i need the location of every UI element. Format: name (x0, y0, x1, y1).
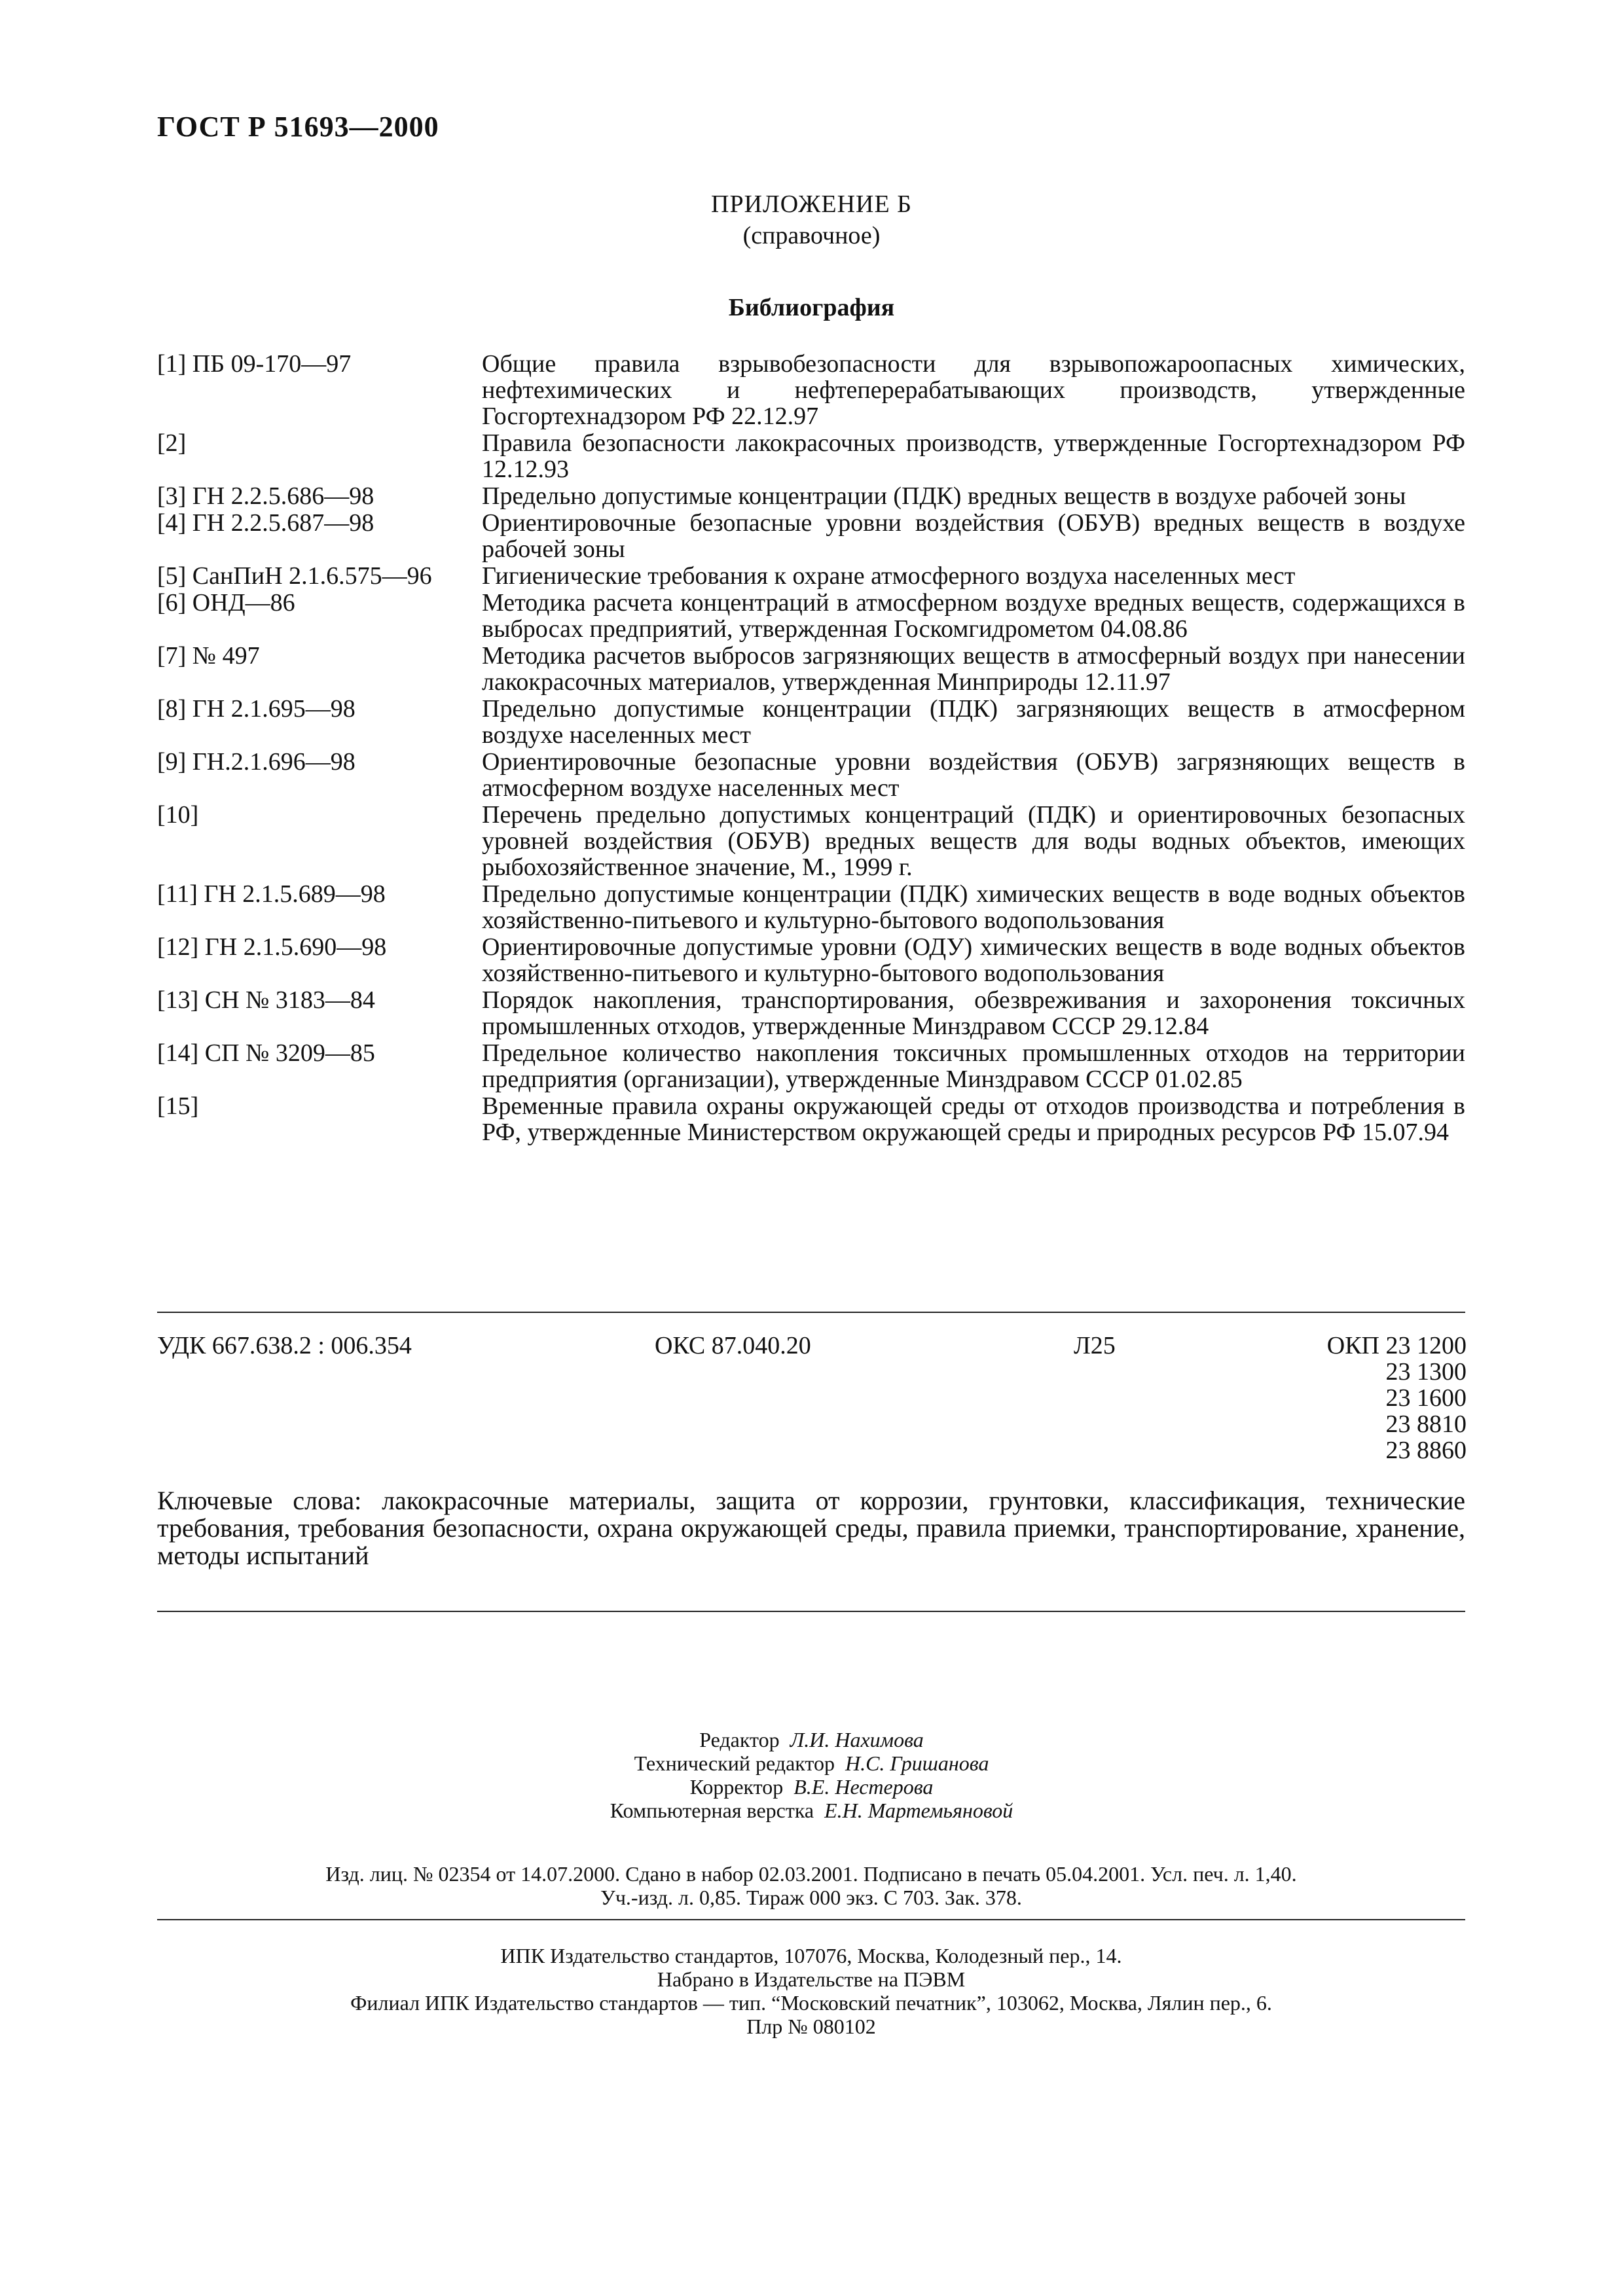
credit-role: Редактор (699, 1728, 780, 1751)
keywords-divider (157, 1611, 1465, 1612)
bibliography-item (157, 351, 1465, 429)
okp-code: 23 1600 (1385, 1384, 1467, 1412)
bibliography-item (157, 483, 1465, 509)
bibliography-item (157, 590, 1465, 642)
okp-code: ОКП 23 1200 (1326, 1332, 1467, 1359)
publisher-line: Набрано в Издательстве на ПЭВМ (657, 1967, 966, 1991)
bibliography-text: Временные правила охраны окружающей среды от отходов производства и потребления в РФ, утвержденные Министерством окружающей среды и природных ресурсов РФ 15.07.94 (482, 1092, 1465, 1146)
bibliography-ref: [12] ГН 2.1.5.690—98 (157, 933, 387, 961)
bibliography-text: Общие правила взрывобезопасности для взрывопожароопасных химических, нефтехимических и нефтеперерабатывающих производств, утвержденные Госгортехнадзором РФ 22.12.97 (482, 350, 1465, 430)
publisher-line: Филиал ИПК Издательство стандартов — тип. “Московский печатник”, 103062, Москва, Лялин пер., 6. (350, 1991, 1272, 2015)
credit-person: Н.С. Гришанова (845, 1751, 989, 1775)
credit-person: Е.Н. Мартемьяновой (824, 1799, 1013, 1822)
bibliography-item (157, 1093, 1465, 1145)
okp-code: 23 8810 (1385, 1410, 1467, 1438)
bibliography-item (157, 563, 1465, 589)
bibliography-text: Методика расчетов выбросов загрязняющих веществ в атмосферный воздух при нанесении лакокрасочных материалов, утвержденная Минприроды 12.11.97 (482, 642, 1465, 696)
bibliography-item (157, 987, 1465, 1039)
credit-line (0, 1775, 1623, 1799)
bibliography-ref: [3] ГН 2.2.5.686—98 (157, 482, 374, 510)
bibliography-text: Предельно допустимые концентрации (ПДК) химических веществ в воде водных объектов хозяйственно-питьевого и культурно-бытового водопользования (482, 880, 1465, 934)
bibliography-heading: Библиография (728, 294, 895, 321)
bibliography-ref: [13] СН № 3183—84 (157, 986, 375, 1014)
bibliography-text: Ориентировочные безопасные уровни воздействия (ОБУВ) вредных веществ в воздухе рабочей зоны (482, 509, 1465, 563)
credit-line (0, 1799, 1623, 1822)
publisher-line: ИПК Издательство стандартов, 107076, Москва, Колодезный пер., 14. (500, 1944, 1122, 1967)
credit-role: Технический редактор (634, 1751, 835, 1775)
bibliography-text: Предельно допустимые концентрации (ПДК) загрязняющих веществ в атмосферном воздухе населенных мест (482, 695, 1465, 749)
imprint-line: Уч.-изд. л. 0,85. Тираж 000 экз. С 703. Зак. 378. (600, 1886, 1022, 1909)
credit-line (0, 1728, 1623, 1751)
bibliography-text: Ориентировочные допустимые уровни (ОДУ) химических веществ в воде водных объектов хозяйственно-питьевого и культурно-бытового водопользования (482, 933, 1465, 987)
bibliography-ref: [14] СП № 3209—85 (157, 1039, 375, 1067)
bibliography-item (157, 802, 1465, 880)
okp-code: 23 1300 (1385, 1358, 1467, 1386)
top-divider (157, 1312, 1465, 1313)
keywords: Ключевые слова: лакокрасочные материалы, защита от коррозии, грунтовки, классификация, технические требования, требования безопасности, охрана окружающей среды, правила приемки, транспортирование, хранение, методы испытаний (157, 1486, 1465, 1570)
bibliography-ref: [5] СанПиН 2.1.6.575—96 (157, 562, 432, 590)
bibliography-ref: [11] ГН 2.1.5.689—98 (157, 880, 386, 908)
imprint-divider (157, 1919, 1465, 1920)
bibliography-text: Порядок накопления, транспортирования, обезвреживания и захоронения токсичных промышленных отходов, утвержденные Минздравом СССР 29.12.84 (482, 986, 1465, 1040)
bibliography-text: Ориентировочные безопасные уровни воздействия (ОБУВ) загрязняющих веществ в атмосферном воздухе населенных мест (482, 748, 1465, 802)
bibliography-ref: [9] ГН.2.1.696—98 (157, 748, 356, 776)
oks-code: ОКС 87.040.20 (655, 1332, 811, 1359)
bibliography-item (157, 643, 1465, 695)
bibliography-ref: [4] ГН 2.2.5.687—98 (157, 509, 374, 537)
bibliography-text: Правила безопасности лакокрасочных производств, утвержденные Госгортехнадзором РФ 12.12.93 (482, 429, 1465, 483)
bibliography-item (157, 1040, 1465, 1092)
bibliography-text: Методика расчета концентраций в атмосферном воздухе вредных веществ, содержащихся в выбросах предприятий, утвержденная Госкомгидрометом 04.08.86 (482, 589, 1465, 643)
bibliography-text: Предельно допустимые концентрации (ПДК) вредных веществ в воздухе рабочей зоны (482, 482, 1406, 510)
standard-code: ГОСТ Р 51693—2000 (157, 111, 439, 143)
credit-role: Корректор (689, 1775, 784, 1799)
bibliography-item (157, 749, 1465, 801)
credit-person: Л.И. Нахимова (790, 1728, 924, 1751)
bibliography-text: Предельное количество накопления токсичных промышленных отходов на территории предприятия (организации), утвержденные Минздравом СССР 01.02.85 (482, 1039, 1465, 1093)
credit-line (0, 1751, 1623, 1775)
bibliography-item (157, 430, 1465, 482)
annex-title: ПРИЛОЖЕНИЕ Б (711, 190, 912, 218)
bibliography-text: Гигиенические требования к охране атмосферного воздуха населенных мест (482, 562, 1296, 590)
bibliography-ref: [2] (157, 429, 187, 457)
credit-role: Компьютерная верстка (610, 1799, 814, 1822)
publisher (157, 1944, 1465, 2038)
annex-subtitle: (справочное) (742, 222, 881, 249)
bibliography-text: Перечень предельно допустимых концентраций (ПДК) и ориентировочных безопасных уровней воздействия (ОБУВ) вредных веществ для воды водных объектов, имеющих рыбохозяйственное значение, М., 1999 г. (482, 801, 1465, 881)
credit-person: В.Е. Нестерова (793, 1775, 934, 1799)
okp-codes (1303, 1333, 1467, 1463)
udk-code: УДК 667.638.2 : 006.354 (157, 1332, 412, 1359)
bibliography-list (157, 351, 1465, 1146)
bibliography-ref: [1] ПБ 09-170—97 (157, 350, 352, 378)
imprint (157, 1862, 1465, 1909)
bibliography-ref: [15] (157, 1092, 199, 1120)
bibliography-ref: [8] ГН 2.1.695—98 (157, 695, 356, 723)
imprint-line: Изд. лиц. № 02354 от 14.07.2000. Сдано в набор 02.03.2001. Подписано в печать 05.04.2001. Усл. печ. л. 1,40. (325, 1862, 1297, 1886)
okp-code: 23 8860 (1385, 1437, 1467, 1464)
bibliography-item (157, 696, 1465, 748)
l-code: Л25 (1074, 1332, 1116, 1359)
publisher-line: Плр № 080102 (746, 2015, 876, 2038)
bibliography-ref: [7] № 497 (157, 642, 260, 670)
bibliography-ref: [10] (157, 801, 199, 829)
credits (0, 1728, 1623, 1822)
bibliography-ref: [6] ОНД—86 (157, 589, 295, 617)
bibliography-item (157, 881, 1465, 933)
bibliography-item (157, 510, 1465, 562)
bibliography-item (157, 934, 1465, 986)
